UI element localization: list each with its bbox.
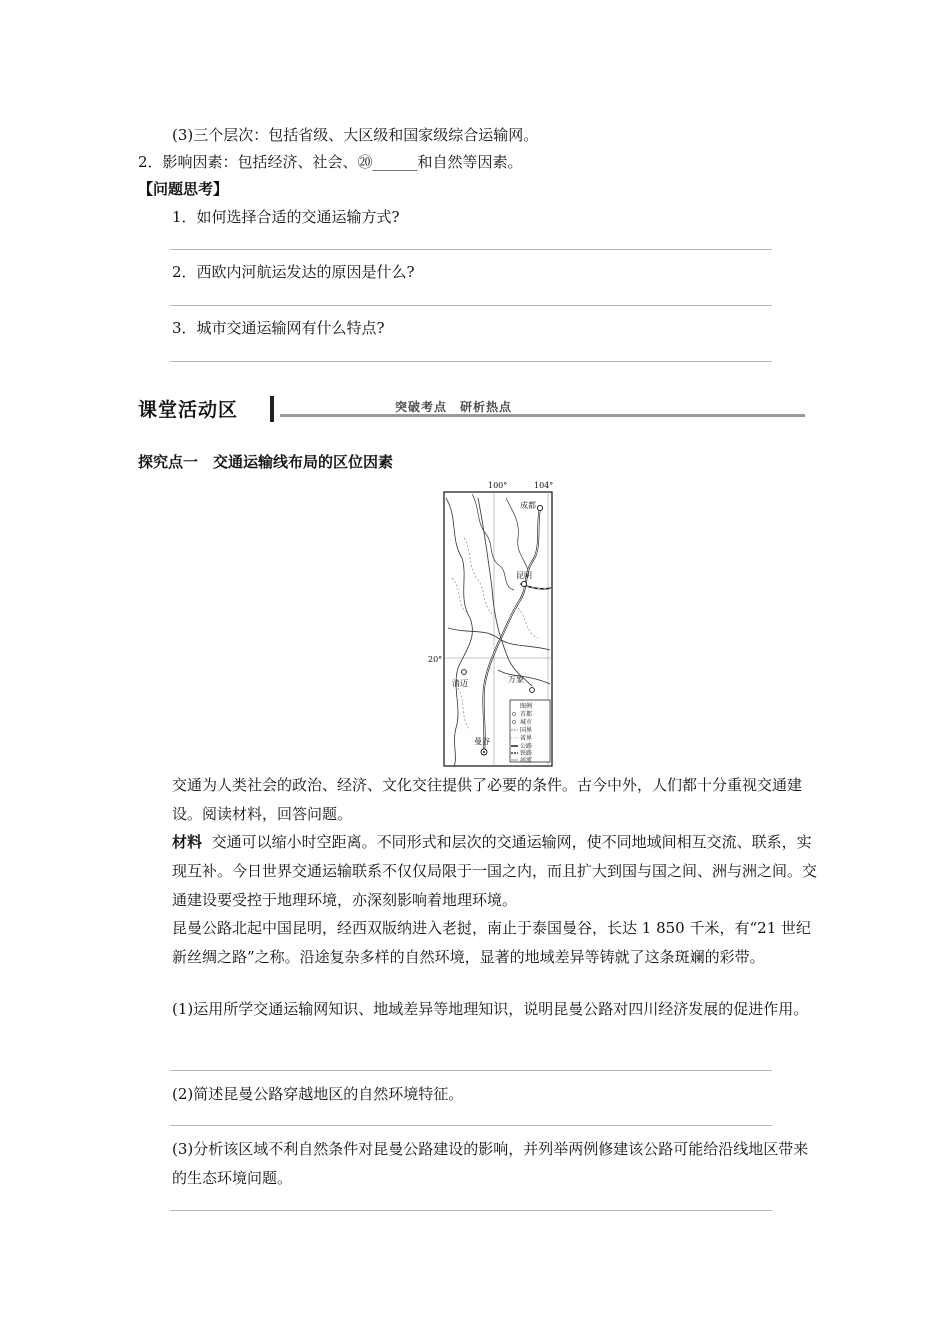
map-lon-104: 104° (534, 481, 554, 490)
question-3: 3．城市交通运输网有什么特点? (172, 319, 385, 337)
map-city-chiang-mai: 清迈 (452, 679, 468, 688)
map-city-chengdu: 成都 (520, 501, 536, 510)
map-lon-100: 100° (488, 481, 508, 490)
map-city-bangkok: 曼谷 (474, 737, 490, 746)
kunming-bangkok-map (428, 478, 556, 770)
intro-paragraph: 交通为人类社会的政治、经济、文化交往提供了必要的条件。古今中外，人们都十分重视交通建设。阅读材料，回答问题。 (172, 776, 803, 823)
map-lat-20: 20° (428, 655, 443, 664)
answer-line-1 (170, 249, 772, 250)
section-banner-subtitle: 突破考点 研析热点 (395, 400, 513, 414)
map-legend-title: 图例 (520, 703, 533, 710)
map-legend-capital: 首都 (520, 711, 533, 718)
answer-line-q1 (170, 1070, 772, 1071)
map-legend-river: 河流 (520, 757, 533, 764)
question-heading: 【问题思考】 (138, 180, 229, 198)
text-three-levels: (3)三个层次：包括省级、大区级和国家级综合运输网。 (172, 126, 539, 144)
text-influencing-factors: 2．影响因素：包括经济、社会、⑳______和自然等因素。 (138, 153, 523, 171)
map-legend-railway: 铁路 (520, 750, 533, 757)
question-kunming-bangkok-3: (3)分析该区域不利自然条件对昆曼公路建设的影响，并列举两例修建该公路可能给沿线地区带来的生态环境问题。 (172, 1140, 809, 1187)
map-legend-national-border: 国界 (520, 727, 533, 734)
banner-rule (280, 414, 805, 417)
answer-line-q3 (170, 1210, 772, 1211)
section-banner-title: 课堂活动区 (138, 399, 239, 421)
material-text: 交通可以缩小时空距离。不同形式和层次的交通运输网，使不同地域间相互交流、联系，实现互补。今日世界交通运输联系不仅仅局限于一国之内，而且扩大到国与国之间、洲与洲之间。交通建设要受控于地理环境，亦深刻影响着地理环境。 (172, 833, 818, 909)
map-legend-city: 城市 (520, 719, 533, 726)
material-paragraph (172, 828, 817, 915)
answer-line-q2 (170, 1125, 772, 1126)
material-label: 材料 (172, 833, 203, 851)
question-kunming-bangkok-2: (2)简述昆曼公路穿越地区的自然环境特征。 (172, 1085, 464, 1103)
map-legend-provincial-border: 省界 (520, 735, 533, 742)
map-city-vientiane: 万象 (508, 675, 524, 684)
material-paragraph-2: 昆曼公路北起中国昆明，经西双版纳进入老挝，南止于泰国曼谷，长达 1 850 千米，有“21 世纪新丝绸之路”之称。沿途复杂多样的自然环境，显著的地域差异等铸就了这条斑斓的彩带。 (172, 919, 812, 966)
question-1: 1．如何选择合适的交通运输方式? (172, 208, 400, 226)
answer-line-3 (170, 361, 772, 362)
question-kunming-bangkok-1: (1)运用所学交通运输网知识、地域差异等地理知识，说明昆曼公路对四川经济发展的促进作用。 (172, 1000, 809, 1018)
map-city-kunming: 昆明 (516, 571, 532, 580)
explore-point-title: 探究点一 交通运输线布局的区位因素 (138, 453, 394, 471)
question-2: 2．西欧内河航运发达的原因是什么? (172, 263, 415, 281)
answer-line-2 (170, 305, 772, 306)
banner-divider-bar (270, 396, 274, 422)
map-legend-highway: 公路 (520, 743, 533, 750)
